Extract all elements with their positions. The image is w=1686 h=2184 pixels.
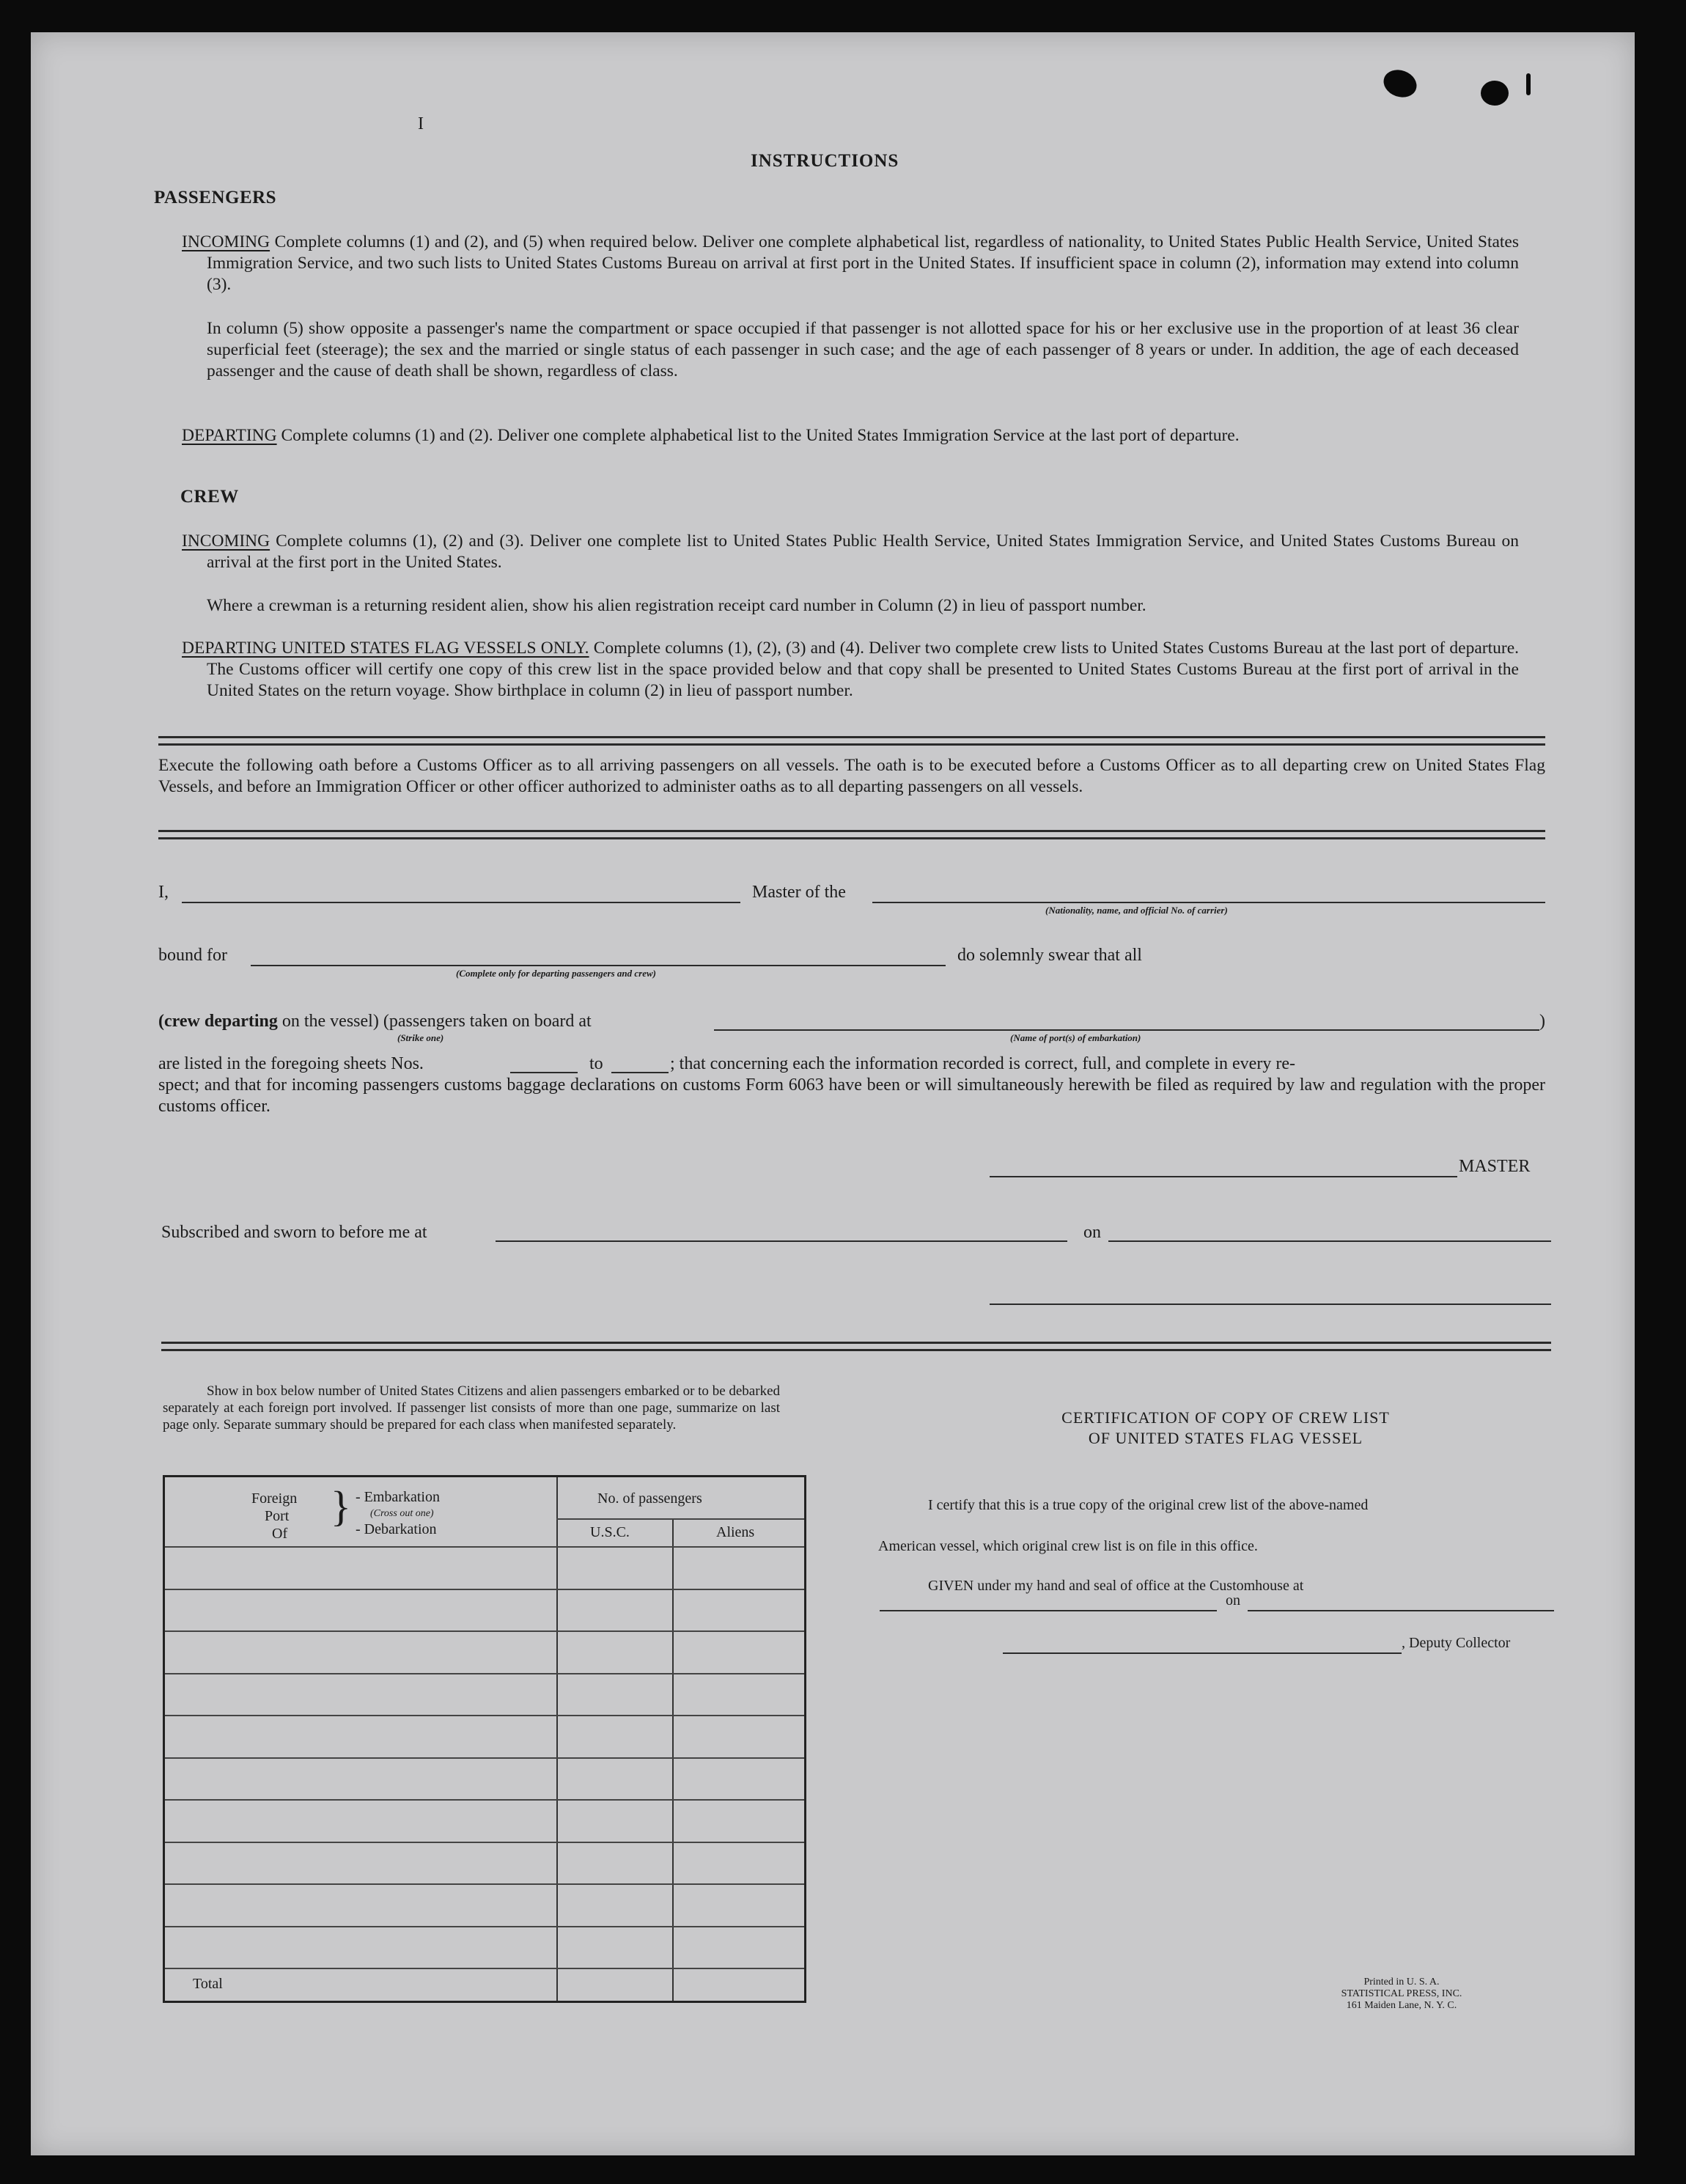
port-embarkation-line[interactable]	[714, 1029, 1539, 1031]
deputy-collector-label: , Deputy Collector	[1402, 1635, 1511, 1651]
crew-departing-label: DEPARTING UNITED STATES FLAG VESSELS ONLY.	[182, 639, 589, 658]
table-row[interactable]	[165, 1883, 804, 1885]
column5-paragraph: In column (5) show opposite a passenger's name the compartment or space occupied if that passenger is not allotted space for his or her exclusive use in the proportion of at least 36 clear superficial feet (steerage); the sex and the married or single status of each passenger in such case; and the age of each passenger of 8 years or under. In addition, the age of each deceased passenger and the cause of death shall be shown, regardless of class.	[207, 319, 1519, 380]
divider-double-rule	[161, 1342, 1551, 1351]
certification-title	[932, 1408, 1519, 1449]
on-the-vessel-text: on the vessel)	[281, 1012, 379, 1031]
passengers-departing-label: DEPARTING	[182, 426, 277, 445]
bound-for-label: bound for	[158, 946, 227, 965]
sheet-from-line[interactable]	[510, 1072, 578, 1073]
punch-hole	[1380, 65, 1421, 102]
printer-imprint	[1277, 1977, 1526, 2012]
header-bottom-rule	[165, 1546, 804, 1548]
passengers-incoming-label: INCOMING	[182, 232, 270, 251]
certify-line-1: I certify that this is a true copy of the original crew list of the above-named	[928, 1497, 1369, 1513]
embarkation-option[interactable]: - Embarkation	[356, 1489, 440, 1505]
certification-on-label: on	[1226, 1592, 1240, 1608]
subscribed-label: Subscribed and sworn to before me at	[161, 1223, 427, 1242]
form-page	[31, 32, 1635, 2155]
crew-heading: CREW	[180, 487, 239, 507]
column-divider	[672, 1518, 674, 2001]
table-row[interactable]	[165, 1589, 804, 1590]
table-row[interactable]	[165, 1842, 804, 1843]
master-of-the-label: Master of the	[752, 883, 846, 902]
listed-text-line: ; that concerning each the information recorded is correct, full, and complete in every re-	[670, 1054, 1295, 1073]
oath-i-label: I,	[158, 883, 169, 902]
passengers-heading: PASSENGERS	[154, 188, 277, 207]
divider-double-rule	[158, 830, 1545, 839]
oath-intro: Execute the following oath before a Customs Officer as to all arriving passengers on all vessels. The oath is to be executed before a Customs Officer as to all departing crew on United States Flag Vessels, and before an Immigration Officer or other officer authorized to administer oaths as to all departing passengers on all vessels.	[158, 756, 1545, 796]
passengers-departing-paragraph	[182, 425, 1519, 446]
summary-instructions: Show in box below number of United States Citizens and alien passengers embarked or to be debarked separately at each foreign port involved. If passenger list consists of more than one page, summarize on last page only. Separate summary should be prepared for each class when manifested separately.	[163, 1383, 780, 1433]
margin-mark: I	[418, 114, 424, 133]
crew-incoming-text: Complete columns (1), (2) and (3). Deliver one complete list to United States Public Health Service, United States Immigration Service, and United States Customs Bureau on arrival at the first port in the United States.	[207, 532, 1519, 572]
resident-alien-paragraph: Where a crewman is a returning resident alien, show his alien registration receipt card number in Column (2) in lieu of passport number.	[207, 596, 1146, 615]
total-label: Total	[193, 1976, 223, 1992]
no-passengers-header: No. of passengers	[597, 1490, 702, 1507]
certification-title-line-2: OF UNITED STATES FLAG VESSEL	[1088, 1429, 1363, 1447]
bound-for-line[interactable]	[251, 965, 946, 966]
passengers-taken-choice[interactable]: (passengers taken on board at	[383, 1012, 592, 1031]
bound-for-caption: (Complete only for departing passengers and crew)	[456, 968, 656, 979]
table-row[interactable]	[165, 1926, 804, 1927]
listed-sheets-label: are listed in the foregoing sheets Nos.	[158, 1054, 424, 1073]
cross-out-caption: (Cross out one)	[370, 1508, 434, 1519]
crew-departing-choice[interactable]: (crew departing	[158, 1012, 278, 1031]
aliens-header: Aliens	[716, 1524, 755, 1540]
table-row[interactable]	[165, 1757, 804, 1759]
table-row[interactable]	[165, 1673, 804, 1674]
listed-text-continued: spect; and that for incoming passengers customs baggage declarations on customs Form 6063 have been or will simultaneously herewith be filed as required by law and regulation with the proper customs officer.	[158, 1076, 1545, 1116]
certification-title-line-1: CERTIFICATION OF COPY OF CREW LIST	[1061, 1408, 1390, 1427]
brace-icon: }	[331, 1482, 351, 1530]
passengers-incoming-paragraph	[182, 232, 1520, 295]
sworn-on-label: on	[1083, 1223, 1101, 1242]
usc-header: U.S.C.	[590, 1524, 630, 1540]
port-label: Port	[265, 1508, 290, 1524]
printer-line-3: 161 Maiden Lane, N. Y. C.	[1346, 2000, 1457, 2011]
crew-passenger-line-text	[158, 1012, 592, 1032]
table-row[interactable]	[165, 1630, 804, 1632]
customhouse-place-line[interactable]	[880, 1610, 1217, 1611]
master-name-line[interactable]	[182, 902, 740, 903]
swear-label: do solemnly swear that all	[957, 946, 1142, 965]
sheet-to-label: to	[589, 1054, 603, 1073]
table-row[interactable]	[165, 1799, 804, 1801]
printer-line-2: STATISTICAL PRESS, INC.	[1341, 1988, 1462, 1999]
printer-line-1: Printed in U. S. A.	[1363, 1977, 1440, 1988]
certify-line-2: American vessel, which original crew list is on file in this office.	[878, 1538, 1258, 1554]
carrier-line[interactable]	[872, 902, 1545, 903]
table-row[interactable]	[165, 1715, 804, 1716]
passengers-departing-text: Complete columns (1) and (2). Deliver one complete alphabetical list to the United States Immigration Service at the last port of departure.	[281, 426, 1240, 445]
punch-hole	[1481, 81, 1509, 106]
sheet-to-line[interactable]	[611, 1072, 669, 1073]
table-row[interactable]	[165, 1968, 804, 1969]
of-label: Of	[272, 1526, 288, 1542]
crew-departing-paragraph	[182, 638, 1519, 702]
crew-departing-text: Complete columns (1), (2), (3) and (4). Deliver two complete crew lists to United States Customs Bureau at the last port of departure. The Customs officer will certify one copy of this crew list in the space provided below and that copy shall be presented to United States Customs Bureau at the first port of arrival in the United States on the return voyage. Show birthplace in column (2) in lieu of passport number.	[207, 639, 1519, 700]
strike-one-caption: (Strike one)	[397, 1032, 444, 1043]
crew-incoming-label: INCOMING	[182, 532, 270, 551]
punch-mark	[1526, 73, 1531, 95]
passenger-summary-table	[163, 1475, 806, 2003]
foreign-label: Foreign	[251, 1490, 298, 1507]
given-line: GIVEN under my hand and seal of office at the Customhouse at	[928, 1578, 1304, 1594]
deputy-collector-signature-line[interactable]	[1003, 1652, 1402, 1654]
master-signature-label: MASTER	[1459, 1157, 1531, 1176]
close-paren: )	[1539, 1012, 1545, 1031]
page-title: INSTRUCTIONS	[751, 151, 899, 171]
officer-signature-line[interactable]	[990, 1304, 1551, 1305]
certification-date-line[interactable]	[1248, 1610, 1554, 1611]
carrier-caption: (Nationality, name, and official No. of carrier)	[1045, 905, 1228, 916]
debarkation-option[interactable]: - Debarkation	[356, 1521, 437, 1537]
port-embarkation-caption: (Name of port(s) of embarkation)	[1010, 1032, 1141, 1043]
column-divider	[556, 1477, 558, 2001]
divider-double-rule	[158, 736, 1545, 746]
crew-incoming-paragraph	[182, 531, 1519, 573]
master-signature-line[interactable]	[990, 1176, 1457, 1177]
header-subdivider	[556, 1518, 804, 1520]
sworn-place-line[interactable]	[496, 1240, 1067, 1242]
sworn-date-line[interactable]	[1108, 1240, 1551, 1242]
passengers-incoming-text: Complete columns (1) and (2), and (5) when required below. Deliver one complete alphabetical list, regardless of nationality, to United States Public Health Service, United States Immigration Service, and two such lists to United States Customs Bureau on arrival at first port in the United States. If insufficient space in column (2), information may extend into column (3).	[207, 232, 1520, 294]
